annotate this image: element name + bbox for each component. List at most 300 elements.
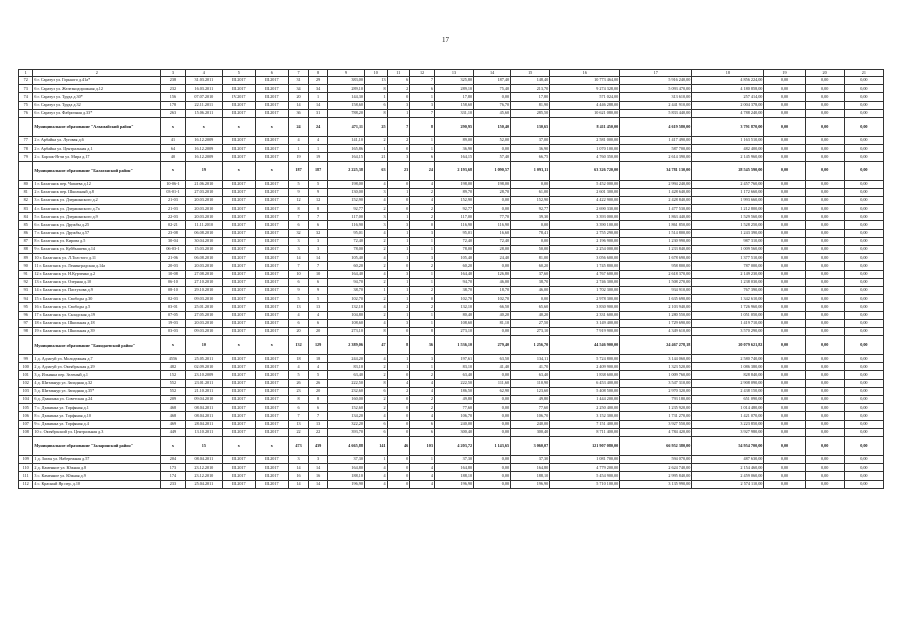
table-cell: x — [222, 161, 255, 180]
column-number: 19 — [764, 70, 805, 77]
table-cell: 793 180,00 — [620, 396, 692, 404]
table-cell: 4 619 580,00 — [620, 117, 692, 136]
table-cell: 3 — [364, 213, 387, 221]
table-cell: 10 — [309, 270, 328, 278]
table-cell: 14 — [288, 254, 309, 262]
table-cell: 2 755 290,00 — [550, 229, 620, 237]
table-cell: 1 — [410, 363, 435, 371]
table-cell: 0 — [387, 472, 410, 480]
table-cell: 0,00 — [474, 404, 511, 412]
table-cell: 4 665,88 — [327, 436, 364, 455]
table-cell: 2 250 400,00 — [550, 404, 620, 412]
table-cell: 34 781 130,00 — [620, 161, 692, 180]
address-cell: 6 г. Саратуз ул. Труда д.32 — [33, 101, 161, 109]
table-cell: 63,40 — [327, 371, 364, 379]
table-cell: III.2017 — [255, 270, 288, 278]
table-cell — [19, 161, 33, 180]
table-cell: 34 — [309, 85, 328, 93]
table-cell: 439 — [309, 436, 328, 455]
table-cell: 1 — [364, 286, 387, 294]
table-cell: 3 — [364, 188, 387, 196]
table-cell: 104,80 — [327, 311, 364, 319]
table-cell: III.2017 — [255, 387, 288, 395]
table-cell: 0,00 — [474, 428, 511, 436]
table-cell: 2 193,68 — [434, 161, 473, 180]
table-cell: 0,00 — [805, 77, 844, 85]
table-cell: III.2017 — [255, 472, 288, 480]
table-cell: 232 — [161, 85, 186, 93]
table-cell: 0,00 — [764, 262, 805, 270]
table-cell: 73 — [19, 85, 33, 93]
table-cell: III.2017 — [255, 153, 288, 161]
table-cell: 0,00 — [764, 270, 805, 278]
table-cell: 18 — [309, 355, 328, 363]
table-cell: 91 — [19, 270, 33, 278]
table-cell: 06.08.2010 — [185, 254, 222, 262]
table-cell: 5 710 100,00 — [550, 480, 620, 488]
table-cell: III.2017 — [222, 480, 255, 488]
table-cell: 0,00 — [805, 93, 844, 101]
table-cell: 93 — [19, 286, 33, 294]
table-cell: 2 — [387, 85, 410, 93]
table-row — [19, 246, 884, 254]
table-cell: 1 — [410, 136, 435, 144]
table-cell: III.2017 — [222, 286, 255, 294]
table-cell: 285,50 — [511, 109, 550, 117]
table-cell: III.2017 — [255, 180, 288, 188]
table-cell: 108,60 — [327, 319, 364, 327]
table-cell: 0,00 — [844, 180, 883, 188]
table-cell: 1 081 700,00 — [550, 455, 620, 463]
table-cell: 2 — [410, 396, 435, 404]
table-cell: 2 154 460,00 — [692, 464, 764, 472]
table-cell: 0,00 — [805, 311, 844, 319]
table-cell: 81,10 — [474, 319, 511, 327]
table-cell: 76 — [19, 109, 33, 117]
table-cell: 02-03 — [161, 295, 186, 303]
table-cell: 152 — [161, 371, 186, 379]
table-cell: 1 233 840,00 — [620, 246, 692, 254]
table-cell: x — [255, 161, 288, 180]
table-cell: 0,00 — [805, 355, 844, 363]
table-cell: III.2017 — [255, 396, 288, 404]
table-cell: 178 — [161, 101, 186, 109]
table-cell: III.2017 — [255, 188, 288, 196]
table-cell: 61,00 — [511, 188, 550, 196]
table-cell: 20 — [288, 327, 309, 335]
table-cell: 552 — [161, 379, 186, 387]
table-cell: 0,00 — [844, 319, 883, 327]
table-cell: 3 060,07 — [511, 436, 550, 455]
table-cell: 2 — [364, 396, 387, 404]
table-cell: 29.10.2010 — [185, 286, 222, 294]
table-cell: III.2017 — [255, 196, 288, 204]
table-cell: 0,00 — [764, 188, 805, 196]
table-cell: 5 — [309, 295, 328, 303]
table-cell: 66,50 — [474, 303, 511, 311]
table-cell: 1 729 690,00 — [620, 319, 692, 327]
table-cell: 0,00 — [844, 93, 883, 101]
table-cell: 4 — [410, 379, 435, 387]
column-number: 7 — [288, 70, 309, 77]
table-cell: 81,90 — [511, 101, 550, 109]
table-cell: 164,40 — [434, 270, 473, 278]
table-cell: 0,00 — [764, 295, 805, 303]
table-cell: 1 536,10 — [434, 336, 473, 355]
table-cell: 2 389,06 — [327, 336, 364, 355]
table-cell: 4 — [288, 136, 309, 144]
table-cell: 4 779 200,00 — [550, 464, 620, 472]
table-row — [19, 480, 884, 488]
table-cell: III.2017 — [222, 180, 255, 188]
table-cell: 213,70 — [511, 85, 550, 93]
table-cell: III.2017 — [222, 205, 255, 213]
table-cell: 72,40 — [434, 237, 473, 245]
table-cell: 08-10 — [161, 286, 186, 294]
table-row — [19, 464, 884, 472]
address-cell: 4 г. Балаганск ул. Дзержинского д.7а — [33, 205, 161, 213]
table-cell: 4 — [410, 412, 435, 420]
address-cell: 8 г. Балаганск ул. Кирова д.5 — [33, 237, 161, 245]
table-cell: 0,00 — [844, 327, 883, 335]
table-cell: 21 — [364, 153, 387, 161]
table-cell: 0,00 — [844, 213, 883, 221]
table-cell: 60,20 — [327, 262, 364, 270]
table-cell: 240,00 — [511, 420, 550, 428]
table-cell: 23.12.2010 — [185, 464, 222, 472]
table-cell: 0,00 — [805, 363, 844, 371]
table-cell: 4 — [410, 472, 435, 480]
address-cell: 6 д. Дзакинка ул. Советская д.24 — [33, 396, 161, 404]
table-cell: 0,00 — [764, 196, 805, 204]
table-cell: 197,61 — [434, 355, 473, 363]
table-cell: 99 — [19, 355, 33, 363]
table-cell: 0,00 — [764, 311, 805, 319]
address-cell: 4 с. Красный Яр пер. д.10 — [33, 480, 161, 488]
table-cell: 2 978 300,00 — [550, 295, 620, 303]
table-cell: 244,20 — [327, 355, 364, 363]
table-cell: 0,00 — [805, 262, 844, 270]
table-cell: III.2017 — [255, 85, 288, 93]
table-cell: 102,70 — [434, 295, 473, 303]
table-cell: 164,80 — [434, 464, 473, 472]
table-cell: 3 144 060,00 — [620, 355, 692, 363]
table-cell: 0,00 — [805, 221, 844, 229]
table-cell: 88 — [19, 246, 33, 254]
address-cell: 5 д. Шитакнур ул. Западная д.35* — [33, 387, 161, 395]
table-cell: 1 — [364, 145, 387, 153]
table-cell: 0,00 — [844, 77, 883, 85]
table-row — [19, 428, 884, 436]
table-cell: 174 — [161, 472, 186, 480]
table-cell: III.2017 — [255, 303, 288, 311]
table-cell: 0,00 — [844, 472, 883, 480]
table-cell: 27,50 — [511, 319, 550, 327]
table-row — [19, 205, 884, 213]
table-cell: 24 — [410, 161, 435, 180]
table-cell: 19-03 — [161, 319, 186, 327]
table-cell: 6 — [364, 101, 387, 109]
table-cell: 0,00 — [474, 396, 511, 404]
table-cell: 3 390 100,00 — [550, 221, 620, 229]
table-cell: 0,00 — [764, 286, 805, 294]
table-cell: 108 — [19, 428, 33, 436]
table-cell: 1 256,70 — [511, 336, 550, 355]
table-cell: 0,00 — [805, 270, 844, 278]
table-cell: 2 — [410, 404, 435, 412]
table-cell: 0 — [387, 327, 410, 335]
table-cell: 0 — [387, 180, 410, 188]
table-cell: 0,00 — [844, 404, 883, 412]
column-number: 12 — [410, 70, 435, 77]
table-cell: III.2017 — [222, 229, 255, 237]
table-cell: 2 — [387, 303, 410, 311]
table-cell: 2 618 370,00 — [620, 270, 692, 278]
table-cell: 0,00 — [805, 161, 844, 180]
table-cell: x — [255, 336, 288, 355]
table-cell: 09.03.2010 — [185, 327, 222, 335]
table-cell: 4 — [410, 464, 435, 472]
table-cell: 75,40 — [474, 85, 511, 93]
table-cell: 7 — [410, 77, 435, 85]
table-cell: 16.12.2009 — [185, 153, 222, 161]
table-cell: 20.03.2010 — [185, 319, 222, 327]
table-cell: x — [161, 436, 186, 455]
table-cell: 0,00 — [805, 117, 844, 136]
table-cell: 6 — [364, 387, 387, 395]
table-cell: 98 — [19, 327, 33, 335]
table-cell: 2 — [364, 278, 387, 286]
table-cell: 2 970 320,00 — [620, 387, 692, 395]
table-cell: 83,10 — [327, 363, 364, 371]
table-cell: 0,00 — [474, 196, 511, 204]
table-cell: 1 — [387, 254, 410, 262]
table-cell: 322,20 — [327, 420, 364, 428]
table-cell: 8 — [309, 396, 328, 404]
table-cell: 487 630,00 — [692, 455, 764, 463]
table-cell: 0,00 — [764, 93, 805, 101]
table-cell: 102,70 — [327, 295, 364, 303]
table-cell: 0,00 — [844, 109, 883, 117]
table-cell: 209 — [161, 396, 186, 404]
table-cell: 1 — [387, 363, 410, 371]
table-cell: 1 — [387, 213, 410, 221]
table-cell: III.2017 — [255, 213, 288, 221]
table-cell: 1 070 100,00 — [550, 145, 620, 153]
table-cell: 0,00 — [474, 262, 511, 270]
table-cell: 0,00 — [844, 85, 883, 93]
table-cell: 36,90 — [511, 145, 550, 153]
table-cell: 4 — [309, 311, 328, 319]
table-row — [19, 254, 884, 262]
table-cell: 6 — [364, 428, 387, 436]
table-cell: 0,00 — [764, 480, 805, 488]
table-cell: 0,00 — [511, 237, 550, 245]
table-cell: 92,77 — [434, 205, 473, 213]
address-cell: 11 г. Балаганск ул. Ленинградская д.14а — [33, 262, 161, 270]
table-cell: 78,00 — [327, 246, 364, 254]
column-number: 15 — [511, 70, 550, 77]
table-cell: 8 — [364, 379, 387, 387]
table-cell: 06.08.2010 — [185, 229, 222, 237]
table-cell: 82 — [19, 196, 33, 204]
address-cell: 10 г. Балаганск ул. Л.Толстого д.11 — [33, 254, 161, 262]
table-cell: 0,00 — [764, 455, 805, 463]
table-cell: III.2017 — [222, 396, 255, 404]
table-cell: III.2017 — [222, 363, 255, 371]
column-number: 14 — [474, 70, 511, 77]
address-cell: 2 г. Арбайка ул. Центральная д.1 — [33, 145, 161, 153]
table-cell: 313 610,00 — [620, 93, 692, 101]
table-cell: III.2017 — [222, 420, 255, 428]
table-cell: 325,80 — [434, 77, 473, 85]
table-cell: 3 — [410, 355, 435, 363]
table-cell: 15.03.2010 — [185, 246, 222, 254]
table-cell: III.2017 — [255, 286, 288, 294]
table-cell: 2 441 910,00 — [620, 101, 692, 109]
table-cell: 2 — [410, 262, 435, 270]
table-row — [19, 145, 884, 153]
table-cell: 1 — [410, 237, 435, 245]
address-cell: 1 д. Заглы ул. Набережная д.57 — [33, 455, 161, 463]
table-cell: 22-03 — [161, 213, 186, 221]
table-cell: 0,00 — [764, 379, 805, 387]
table-cell: 8 — [288, 396, 309, 404]
table-cell: 1 238 030,00 — [692, 278, 764, 286]
table-cell: 87 — [19, 237, 33, 245]
column-number: 13 — [434, 70, 473, 77]
table-cell: 2 624 740,00 — [620, 464, 692, 472]
table-cell: 3 927 550,00 — [620, 420, 692, 428]
table-cell: 2 — [364, 371, 387, 379]
table-cell: 26 — [288, 379, 309, 387]
table-cell: 4 — [364, 319, 387, 327]
table-cell: 257 414,00 — [692, 93, 764, 101]
table-cell: 1 — [410, 270, 435, 278]
table-cell: 63 — [364, 161, 387, 180]
table-cell: 10 621 080,00 — [550, 109, 620, 117]
table-cell: 1 731 270,00 — [620, 412, 692, 420]
table-cell: 3 — [288, 246, 309, 254]
address-cell: 3 д. Ильинка пер. Зеленый д.1 — [33, 371, 161, 379]
table-cell: 6 — [309, 278, 328, 286]
table-cell: 10 — [185, 336, 222, 355]
table-cell: 102 — [19, 379, 33, 387]
table-row — [19, 262, 884, 270]
table-cell: 0,00 — [844, 246, 883, 254]
table-cell: 66,75 — [511, 153, 550, 161]
table-cell: 40,20 — [474, 311, 511, 319]
table-row — [19, 404, 884, 412]
table-cell: 4 422 900,00 — [550, 196, 620, 204]
table-cell: 0,00 — [474, 480, 511, 488]
table-cell: 0,00 — [844, 136, 883, 144]
table-cell: 07-05 — [161, 311, 186, 319]
table-cell: 116,90 — [434, 221, 473, 229]
table-cell: 3 927 980,00 — [692, 428, 764, 436]
table-row — [19, 237, 884, 245]
table-cell: III.2017 — [222, 254, 255, 262]
table-cell: 1 444 200,00 — [550, 396, 620, 404]
table-cell: 0,00 — [805, 327, 844, 335]
table-cell: 0,00 — [844, 371, 883, 379]
table-cell: 0 — [387, 480, 410, 488]
address-cell: 19 г. Балаганск ул. Школьная д.39 — [33, 327, 161, 335]
table-cell: III.2017 — [222, 455, 255, 463]
table-row — [19, 311, 884, 319]
table-cell — [19, 336, 33, 355]
table-cell: 9 — [309, 286, 328, 294]
table-cell: 5 — [309, 371, 328, 379]
table-cell: 20 — [288, 93, 309, 101]
table-cell: 130,00 — [327, 188, 364, 196]
table-cell: 2 409 900,00 — [550, 363, 620, 371]
table-cell: 6 — [288, 319, 309, 327]
table-cell: 27.08.2010 — [185, 270, 222, 278]
table-cell: 0,00 — [844, 396, 883, 404]
table-cell: 3 547 310,00 — [620, 379, 692, 387]
table-cell: 1 — [387, 237, 410, 245]
column-number: 21 — [844, 70, 883, 77]
table-cell: 2 — [410, 213, 435, 221]
table-cell: 24 467 278,18 — [620, 336, 692, 355]
table-cell: 03-03 — [161, 327, 186, 335]
table-cell: 129 — [309, 336, 328, 355]
table-cell: 23 — [288, 387, 309, 395]
table-cell: 20 — [309, 387, 328, 395]
table-cell: 2 145 960,00 — [692, 153, 764, 161]
table-cell: 0 — [387, 196, 410, 204]
table-cell: 0 — [387, 145, 410, 153]
table-cell: 25.04.2011 — [185, 480, 222, 488]
table-cell: 164,80 — [511, 464, 550, 472]
table-cell: 107 — [19, 420, 33, 428]
table-cell: 1 417 490,00 — [620, 136, 692, 144]
table-cell: 77,60 — [434, 404, 473, 412]
table-cell: 06-03-1 — [161, 246, 186, 254]
table-cell: 4 784 420,00 — [620, 428, 692, 436]
table-row — [19, 188, 884, 196]
table-cell: 1 — [309, 93, 328, 101]
table-cell: III.2017 — [255, 379, 288, 387]
table-cell: 16.12.2009 — [185, 136, 222, 144]
table-cell: 0,00 — [844, 221, 883, 229]
address-cell: 2 с. Барлак-Ягчи ул. Мира д.17 — [33, 153, 161, 161]
table-cell: III.2017 — [255, 278, 288, 286]
table-cell: III.2017 — [222, 270, 255, 278]
table-cell: 5 — [288, 180, 309, 188]
table-cell: III.2017 — [222, 213, 255, 221]
table-cell: III.2017 — [255, 101, 288, 109]
address-cell: 6 г. Саратуз ул. Горького д.41а* — [33, 77, 161, 85]
table-cell: 2 580 740,00 — [692, 355, 764, 363]
table-cell: 7 — [288, 412, 309, 420]
table-cell: III.2017 — [222, 472, 255, 480]
table-cell: 1 428 640,00 — [620, 188, 692, 196]
table-cell: III.2017 — [222, 311, 255, 319]
table-cell: 0,00 — [764, 117, 805, 136]
table-cell — [19, 117, 33, 136]
table-row — [19, 109, 884, 117]
address-cell: 6 г. Балаганск ул. Дружбы д.25 — [33, 221, 161, 229]
table-cell: 173 — [161, 464, 186, 472]
table-cell: 0,00 — [764, 404, 805, 412]
table-cell: 4 — [364, 303, 387, 311]
table-cell: 1 — [364, 93, 387, 101]
table-cell: 19 — [288, 153, 309, 161]
table-cell: 36,90 — [434, 145, 473, 153]
table-cell: 289,10 — [327, 85, 364, 93]
